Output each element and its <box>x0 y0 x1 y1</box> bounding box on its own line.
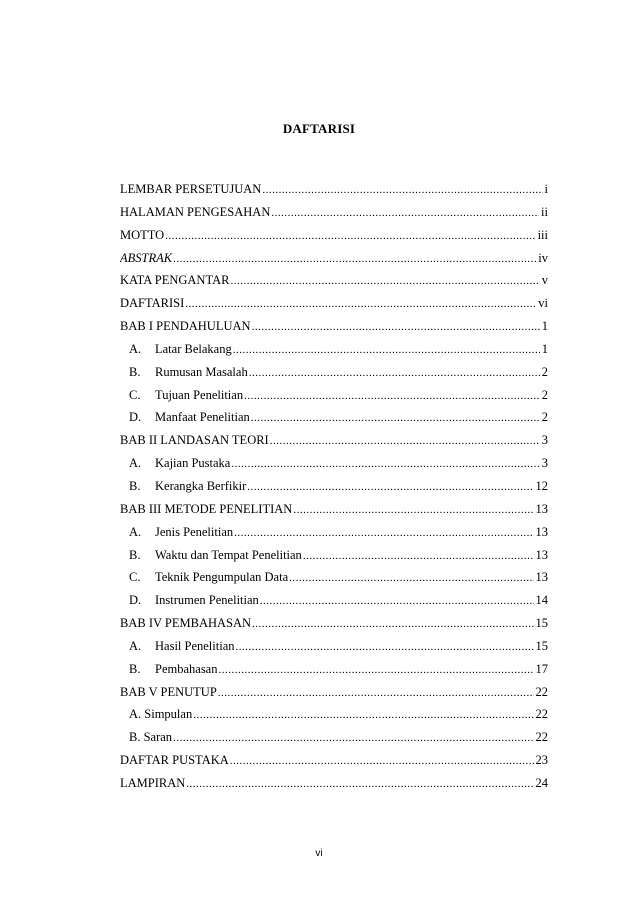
toc-entry-page-number: iv <box>538 250 548 265</box>
dot-leader <box>271 202 539 224</box>
toc-entry <box>120 429 548 452</box>
toc-entry-page-number: 24 <box>535 775 548 790</box>
toc-entry-label: Kajian Pustaka <box>155 456 231 471</box>
dot-leader <box>230 270 539 292</box>
toc-entry-prefix: A. <box>129 638 142 653</box>
toc-entry-label: Waktu dan Tempat Penelitian <box>155 547 302 562</box>
toc-entry-label: KATA PENGANTAR <box>120 273 230 288</box>
toc-entry-page-number: 1 <box>541 319 548 334</box>
dot-leader <box>289 567 533 589</box>
toc-entry-label: Manfaat Penelitian <box>155 410 250 425</box>
dot-leader <box>249 362 540 384</box>
dot-leader <box>193 704 533 726</box>
dot-leader <box>165 225 535 247</box>
toc-entry-label: A. Simpulan <box>129 707 193 722</box>
toc-entry-page-number: 22 <box>535 684 548 699</box>
toc-entry-page-number: i <box>544 182 548 196</box>
toc-entry <box>120 406 548 429</box>
toc-entry-page-number: vi <box>538 296 548 311</box>
toc-entry <box>120 201 548 224</box>
toc-entry <box>120 681 548 704</box>
dot-leader <box>247 476 533 498</box>
toc-entry <box>120 703 548 726</box>
toc-entry <box>120 498 548 521</box>
toc-entry-page-number: 22 <box>535 730 548 745</box>
dot-leader <box>233 339 540 361</box>
toc-entry-prefix: D. <box>129 410 142 425</box>
toc-entry-page-number: ii <box>541 204 548 219</box>
toc-entry <box>120 361 548 384</box>
dot-leader <box>262 179 542 201</box>
dot-leader <box>244 385 540 407</box>
toc-entry-label: LAMPIRAN <box>120 775 186 790</box>
toc-entry-prefix: C. <box>129 570 141 585</box>
dot-leader <box>173 727 533 749</box>
toc-entry-label: BAB II LANDASAN TEORI <box>120 433 269 448</box>
toc-entry-label: Kerangka Berfikir <box>155 478 247 493</box>
dot-leader <box>218 682 534 704</box>
toc-entry-label: BAB III METODE PENELITIAN <box>120 501 293 516</box>
dot-leader <box>252 316 540 338</box>
toc-entry-page-number: 17 <box>535 661 548 676</box>
toc-entry-prefix: B. <box>129 478 141 493</box>
page-number-footer: vi <box>315 848 323 859</box>
toc-entry-prefix: C. <box>129 387 141 402</box>
toc-entry <box>120 269 548 292</box>
toc-entry-page-number: 3 <box>541 456 548 471</box>
toc-entry-prefix: D. <box>129 593 142 608</box>
toc-entry-label: ABSTRAK <box>120 250 173 265</box>
toc-entry <box>120 635 548 658</box>
toc-entry-label: HALAMAN PENGESAHAN <box>120 204 271 219</box>
toc-entry-page-number: 15 <box>535 638 548 653</box>
toc-entry-prefix: B. <box>129 547 141 562</box>
dot-leader <box>260 590 534 612</box>
toc-entry-page-number: 13 <box>535 501 548 516</box>
toc-entry-page-number: 15 <box>535 616 548 631</box>
toc-entry-label: Hasil Penelitian <box>155 638 235 653</box>
dot-leader <box>185 293 536 315</box>
toc-entry-page-number: 2 <box>541 410 548 425</box>
table-of-contents <box>120 178 548 795</box>
toc-entry <box>120 452 548 475</box>
toc-entry-page-number: 12 <box>535 478 548 493</box>
toc-entry-prefix: B. <box>129 364 141 379</box>
toc-entry-page-number: 1 <box>541 341 548 356</box>
toc-entry-page-number: 22 <box>535 707 548 722</box>
toc-entry-label: MOTTO <box>120 227 165 242</box>
dot-leader <box>303 545 534 567</box>
toc-entry-page-number: 14 <box>535 593 548 608</box>
toc-entry-label: Tujuan Penelitian <box>155 387 244 402</box>
dot-leader <box>231 453 539 475</box>
toc-entry <box>120 544 548 567</box>
toc-entry-label: BAB V PENUTUP <box>120 684 217 699</box>
dot-leader <box>234 522 533 544</box>
toc-entry-label: B. Saran <box>129 730 173 745</box>
toc-entry <box>120 338 548 361</box>
toc-entry-label: LEMBAR PERSETUJUAN <box>120 182 262 196</box>
toc-entry <box>120 178 548 201</box>
toc-entry <box>120 658 548 681</box>
dot-leader <box>230 750 534 772</box>
dot-leader <box>173 248 536 270</box>
toc-entry-label: Instrumen Penelitian <box>155 593 259 608</box>
toc-entry-page-number: 13 <box>535 547 548 562</box>
toc-entry-prefix: A. <box>129 524 142 539</box>
toc-entry <box>120 292 548 315</box>
toc-entry <box>120 247 548 270</box>
toc-entry-label: Rumusan Masalah <box>155 364 248 379</box>
toc-entry-prefix: A. <box>129 456 142 471</box>
page-title: DAFTARISI <box>282 121 356 136</box>
toc-entry <box>120 521 548 544</box>
toc-entry-label: BAB IV PEMBAHASAN <box>120 616 252 631</box>
toc-entry-page-number: iii <box>537 227 548 242</box>
toc-entry-page-number: 13 <box>535 524 548 539</box>
toc-entry <box>120 384 548 407</box>
toc-entry <box>120 589 548 612</box>
toc-entry <box>120 749 548 772</box>
toc-entry-prefix: B. <box>129 661 141 676</box>
toc-entry-page-number: 13 <box>535 570 548 585</box>
toc-entry-label: Jenis Penelitian <box>155 524 234 539</box>
dot-leader <box>186 773 533 795</box>
toc-entry <box>120 475 548 498</box>
toc-entry <box>120 612 548 635</box>
toc-entry-page-number: 2 <box>541 387 548 402</box>
dot-leader <box>218 659 533 681</box>
toc-entry-label: Pembahasan <box>155 661 218 676</box>
toc-entry <box>120 726 548 749</box>
toc-entry-label: BAB I PENDAHULUAN <box>120 319 251 334</box>
toc-entry <box>120 224 548 247</box>
toc-entry-label: DAFTARISI <box>120 296 185 311</box>
dot-leader <box>270 430 540 452</box>
toc-entry-page-number: 3 <box>541 433 548 448</box>
dot-leader <box>252 613 533 635</box>
dot-leader <box>293 499 533 521</box>
toc-entry-page-number: 23 <box>535 753 548 768</box>
toc-entry-label: Teknik Pengumpulan Data <box>155 570 289 585</box>
toc-entry <box>120 566 548 589</box>
toc-entry-label: DAFTAR PUSTAKA <box>120 753 229 768</box>
toc-entry-page-number: 2 <box>541 364 548 379</box>
dot-leader <box>236 636 534 658</box>
dot-leader <box>251 407 540 429</box>
toc-entry-page-number: v <box>541 273 548 288</box>
toc-entry <box>120 772 548 795</box>
toc-entry <box>120 315 548 338</box>
toc-entry-prefix: A. <box>129 341 142 356</box>
toc-entry-label: Latar Belakang <box>155 341 232 356</box>
